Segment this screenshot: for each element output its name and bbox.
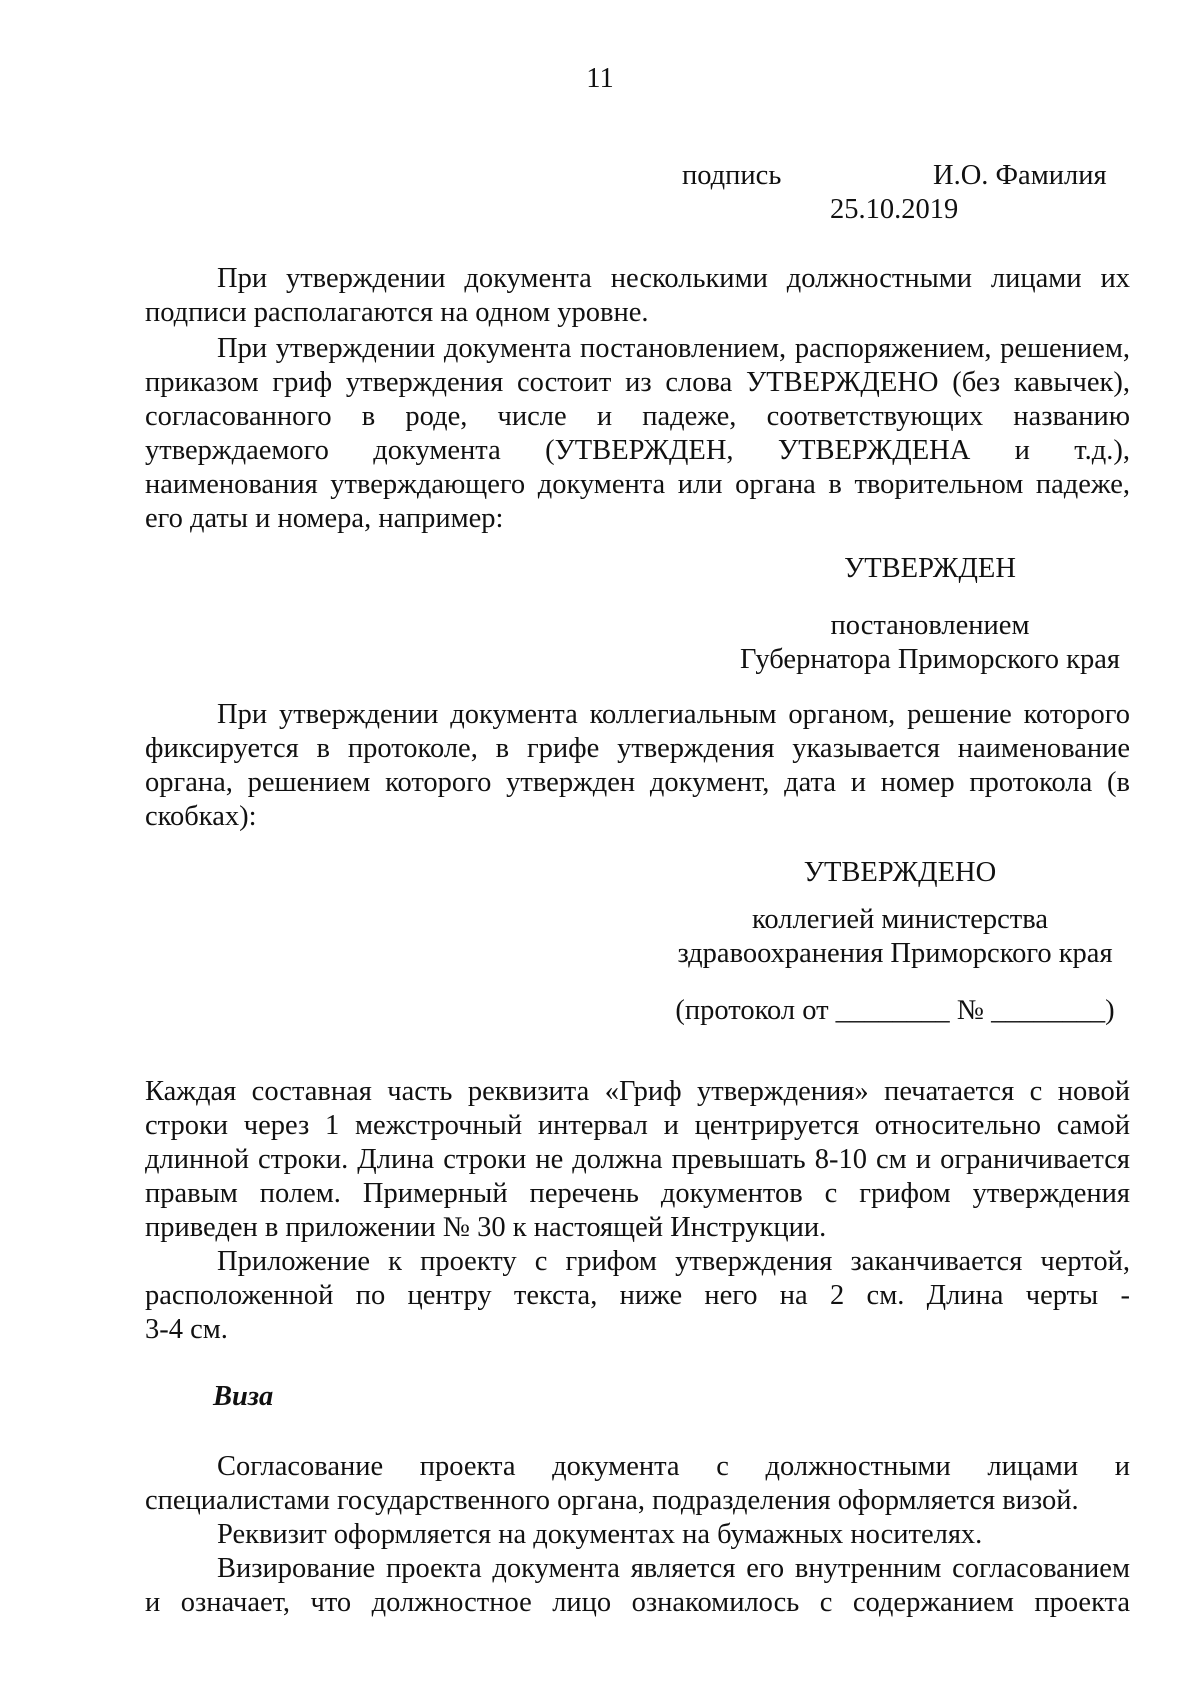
protocol-reference: (протокол от ________ № ________) bbox=[675, 995, 1115, 1026]
section-heading: Виза bbox=[213, 1381, 274, 1412]
paragraph-line: При утверждении документа несколькими должностными лицами их bbox=[217, 263, 1130, 294]
paragraph-line: длинной строки. Длина строки не должна превышать 8-10 см и ограничивается bbox=[145, 1144, 1130, 1175]
approval-stamp-line: Губернатора Приморского края bbox=[740, 644, 1120, 675]
approval-stamp-line: здравоохранения Приморского края bbox=[677, 938, 1113, 969]
paragraph-paper-media bbox=[145, 1518, 1130, 1552]
signature-label: подпись bbox=[682, 160, 782, 191]
paragraph-line: Согласование проекта документа с должностными лицами и bbox=[217, 1451, 1130, 1482]
paragraph-line: При утверждении документа коллегиальным органом, решение которого bbox=[217, 699, 1130, 730]
paragraph-line: фиксируется в протоколе, в грифе утверждения указывается наименование bbox=[145, 733, 1130, 764]
paragraph-line: его даты и номера, например: bbox=[145, 503, 504, 534]
paragraph-line: утверждаемого документа (УТВЕРЖДЕН, УТВЕРЖДЕНА и т.д.), bbox=[145, 435, 1130, 466]
paragraph-line: и означает, что должностное лицо ознакомилось с содержанием проекта bbox=[145, 1587, 1130, 1618]
paragraph-collegial-approval bbox=[145, 698, 1130, 834]
paragraph-visa-definition bbox=[145, 1450, 1130, 1518]
paragraph-line: Реквизит оформляется на документах на бумажных носителях. bbox=[217, 1519, 983, 1550]
paragraph-line: органа, решением которого утвержден документ, дата и номер протокола (в bbox=[145, 767, 1130, 798]
paragraph-line: Каждая составная часть реквизита «Гриф утверждения» печатается с новой bbox=[145, 1076, 1130, 1107]
paragraph-line: скобках): bbox=[145, 801, 257, 832]
paragraph-line: строки через 1 межстрочный интервал и центрируется относительно самой bbox=[145, 1110, 1130, 1141]
paragraph-line: При утверждении документа постановлением, распоряжением, решением, bbox=[217, 333, 1130, 364]
paragraph-line: согласованного в роде, числе и падеже, соответствующих названию bbox=[145, 401, 1130, 432]
approval-stamp-line: постановлением bbox=[830, 610, 1030, 641]
signer-name: И.О. Фамилия bbox=[933, 160, 1107, 191]
paragraph-visa-meaning bbox=[145, 1552, 1130, 1620]
paragraph-line: приведен в приложении № 30 к настоящей Инструкции. bbox=[145, 1212, 827, 1243]
paragraph-line: наименования утверждающего документа или органа в творительном падеже, bbox=[145, 469, 1130, 500]
paragraph-line: подписи располагаются на одном уровне. bbox=[145, 297, 649, 328]
paragraph-multiple-signers bbox=[145, 262, 1130, 330]
paragraph-line: Приложение к проекту с грифом утверждения заканчивается чертой, bbox=[217, 1246, 1130, 1277]
paragraph-line: расположенной по центру текста, ниже него на 2 см. Длина черты - bbox=[145, 1280, 1130, 1311]
paragraph-line: 3-4 см. bbox=[145, 1314, 228, 1345]
paragraph-line: Визирование проекта документа является его внутренним согласованием bbox=[217, 1553, 1130, 1584]
page-number: 11 bbox=[586, 63, 614, 94]
paragraph-line: приказом гриф утверждения состоит из слова УТВЕРЖДЕНО (без кавычек), bbox=[145, 367, 1130, 398]
paragraph-line: правым полем. Примерный перечень документов с грифом утверждения bbox=[145, 1178, 1130, 1209]
paragraph-approval-by-document bbox=[145, 332, 1130, 536]
approval-stamp-heading: УТВЕРЖДЕН bbox=[844, 553, 1016, 584]
paragraph-stamp-formatting bbox=[145, 1075, 1130, 1245]
paragraph-line: специалистами государственного органа, подразделения оформляется визой. bbox=[145, 1485, 1079, 1516]
approval-stamp-heading: УТВЕРЖДЕНО bbox=[803, 857, 997, 888]
signature-date: 25.10.2019 bbox=[830, 194, 959, 225]
approval-stamp-line: коллегией министерства bbox=[752, 904, 1048, 935]
paragraph-attachment-line bbox=[145, 1245, 1130, 1347]
